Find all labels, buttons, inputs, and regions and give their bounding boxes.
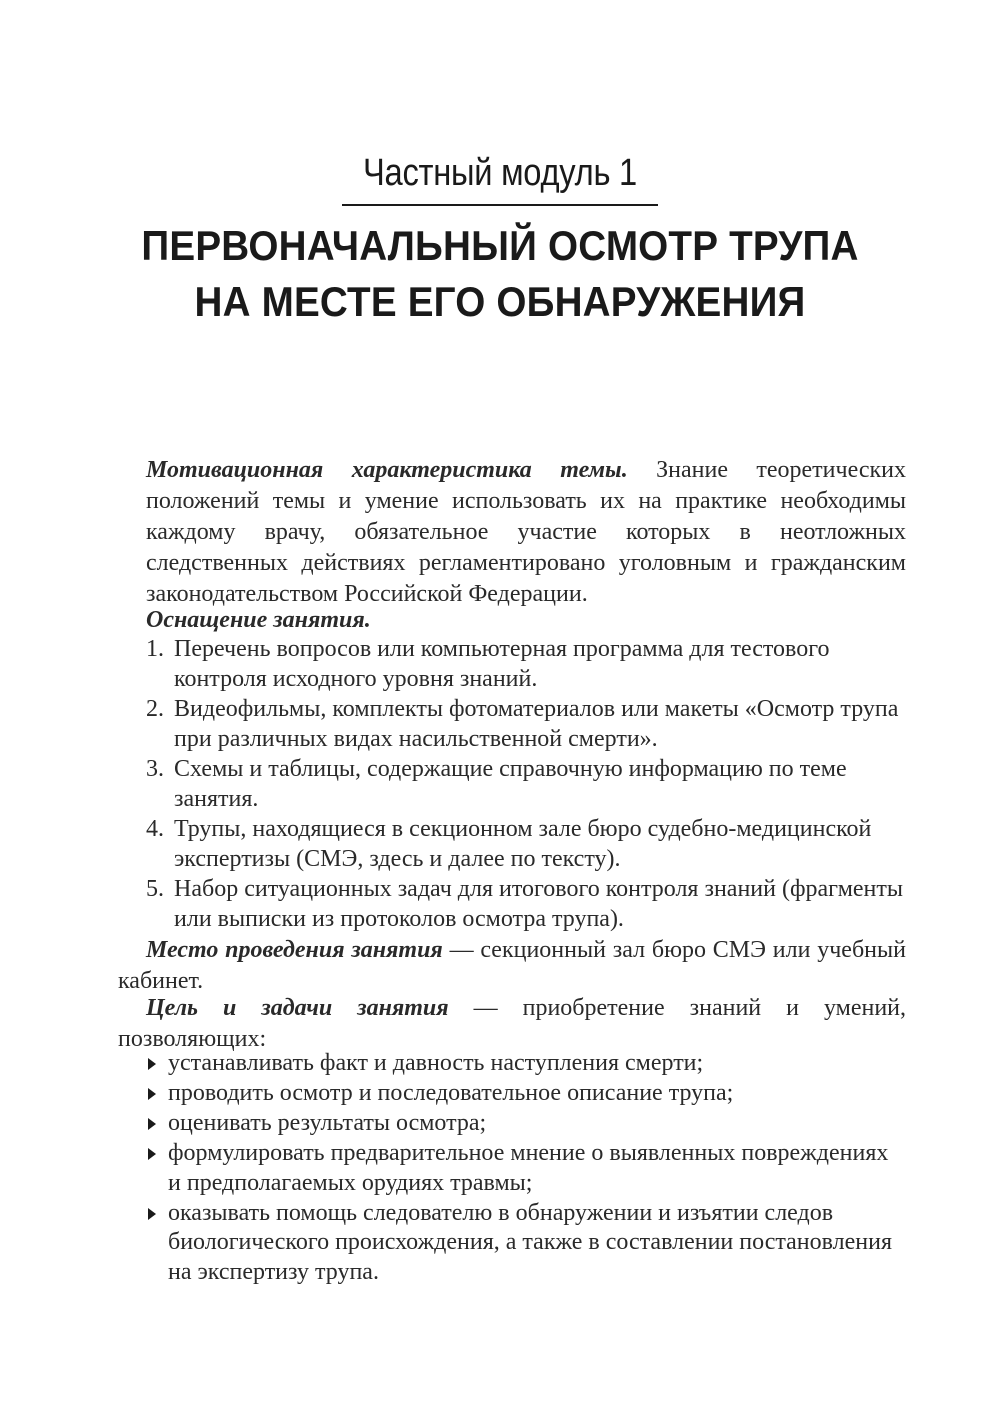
equipment-heading-text: Оснащение занятия. [146,607,371,633]
venue-text: — секционный зал бюро СМЭ или учебный кабинет. [118,937,906,994]
equipment-heading [146,605,906,636]
bullet-item-text: оказывать помощь следователю в обнаружении и изъятии следов биологического происхождения, а также в составлении постановления на экспертизу трупа. [168,1199,892,1285]
bullet-item-text: оценивать результаты осмотра; [168,1110,487,1136]
bullet-item-text: формулировать предварительное мнение о выявленных повреждениях и предполагаемых орудиях травмы; [168,1140,889,1196]
motivation-paragraph [146,455,906,610]
list-item-text: Трупы, находящиеся в секционном зале бюро судебно-медицинской экспертизы (СМЭ, здесь и далее по тексту). [174,816,872,872]
bullet-item [146,1049,906,1079]
module-label: Частный модуль 1 [363,152,637,194]
list-item-text: Видеофильмы, комплекты фотоматериалов или макеты «Осмотр трупа при различных видах насильственной смерти». [174,696,899,752]
bullet-item [146,1109,906,1139]
list-item-number: 1. [146,636,164,662]
goals-heading: Цель и задачи занятия [146,995,449,1021]
bullet-triangle-icon [148,1208,156,1220]
chapter-title-line-1: ПЕРВОНАЧАЛЬНЫЙ ОСМОТР ТРУПА [141,222,859,269]
bullet-triangle-icon [148,1148,156,1160]
goals-list [146,1049,906,1288]
motivation-heading: Мотивационная характеристика темы. [146,457,628,483]
bullet-item [146,1199,906,1288]
bullet-triangle-icon [148,1118,156,1130]
goals-text: — приобретение знаний и умений, позволяющих: [118,995,906,1052]
bullet-item-text: проводить осмотр и последовательное описание трупа; [168,1080,734,1106]
list-item [146,695,906,754]
list-item [146,755,906,814]
list-item [146,815,906,874]
list-item [146,635,906,694]
list-item-number: 5. [146,876,164,902]
bullet-item [146,1139,906,1198]
goals-paragraph [118,993,906,1055]
list-item-number: 3. [146,756,164,782]
module-underline [342,204,658,206]
venue-paragraph [118,935,906,997]
equipment-list [146,635,906,935]
list-item-text: Перечень вопросов или компьютерная программа для тестового контроля исходного уровня знаний. [174,636,830,692]
list-item [146,875,906,934]
bullet-item [146,1079,906,1109]
venue-heading: Место проведения занятия [146,937,443,963]
list-item-text: Набор ситуационных задач для итогового контроля знаний (фрагменты или выписки из протоколов осмотра трупа). [174,876,903,932]
list-item-number: 4. [146,816,164,842]
list-item-number: 2. [146,696,164,722]
bullet-triangle-icon [148,1058,156,1070]
motivation-text: Знание теоретических положений темы и умение использовать их на практике необходимы каждому врачу, обязательное участие которых в неотложных следственных действиях регламентировано уголовным и гражданским законодательством Российской Федерации. [146,457,906,607]
chapter-title-line-2: НА МЕСТЕ ЕГО ОБНАРУЖЕНИЯ [194,278,806,325]
bullet-triangle-icon [148,1088,156,1100]
bullet-item-text: устанавливать факт и давность наступления смерти; [168,1050,704,1076]
list-item-text: Схемы и таблицы, содержащие справочную информацию по теме занятия. [174,756,847,812]
